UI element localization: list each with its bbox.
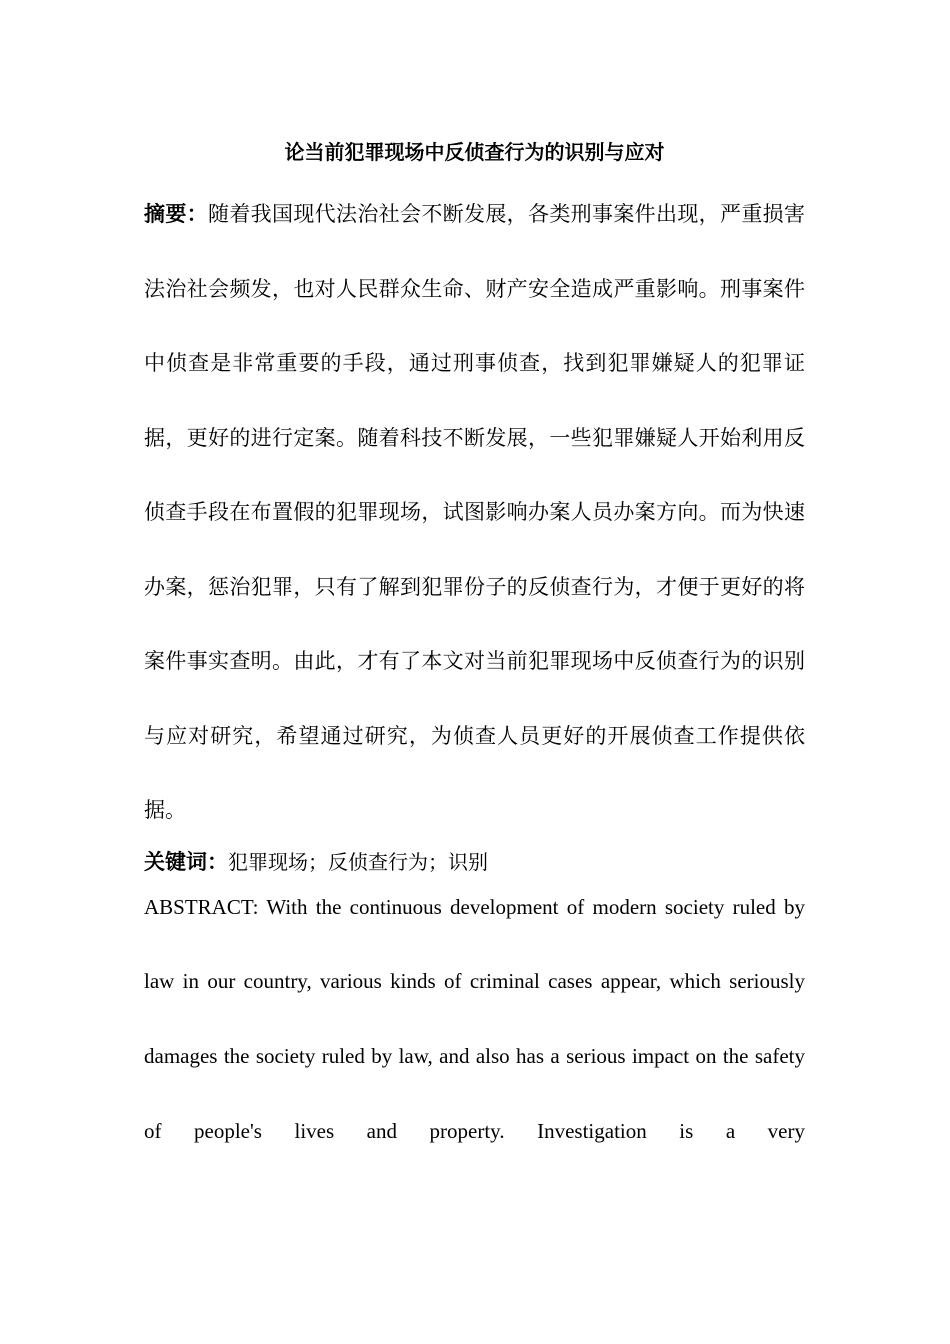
abstract-text-highlight: 频发 <box>229 276 273 301</box>
abstract-text-part-2: ，也对人民群众生命、财产安全造成严重影响。刑事案件中侦查是非常重要的手段，通过刑事侦查，找到犯罪嫌疑人的犯罪证据，更好的进行定案。随着科技不断发展，一些犯罪嫌疑人开始利用反侦查手段在布置假的犯罪现场，试图影响办案人员办案方向。而为快速办案，惩治犯罪，只有了解到犯罪份子的反侦查行为，才便于更好的将案件事实查明。由此，才有了本文对当前犯罪现场中反侦查行为的识别与应对研究，希望通过研究，为侦查人员更好的开展侦查工作提供依据。 <box>144 276 806 822</box>
document-title: 论当前犯罪现场中反侦查行为的识别与应对 <box>284 140 665 164</box>
keywords-text: 犯罪现场；反侦查行为；识别 <box>228 849 488 874</box>
keywords-label: 关键词： <box>144 849 228 874</box>
abstract-english: ABSTRACT: With the continuous development of modern society ruled by law in our country, various kinds of criminal cases appear, which seriously damages the society ruled by law, and also has a serious impact on the safety of people's lives and property. Investigation is a very <box>144 894 805 1143</box>
abstract-chinese <box>144 177 805 848</box>
abstract-text-part-1: 随着我国现代法治社会不断发展，各类刑事案件出现，严重损害法治社会 <box>144 202 805 301</box>
abstract-label: 摘要： <box>144 202 208 226</box>
document-body <box>144 134 805 1169</box>
